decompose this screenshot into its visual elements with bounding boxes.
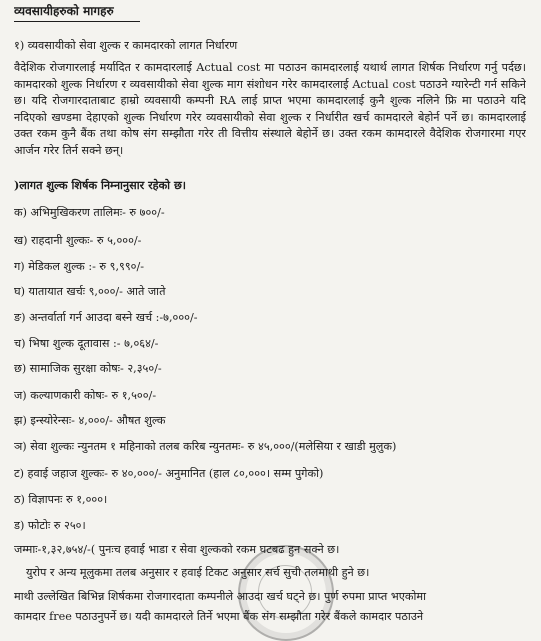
note-line-3: कामदार free पठाउनुपर्ने छ। यदी कामदारले तिर्ने भएमा बैंक संग सम्झौता गरेर बैंकले कामदार पठाउने <box>14 610 424 623</box>
section-1-paragraph: वैदेशिक रोजगारलाई मर्यादित र कामदारलाई Actual cost मा पठाउन कामदारलाई यथार्थ लागत शिर्षक निर्धारण गर्नु पर्दछ। कामदारको शुल्क निर्धारण र व्यवसायीको सेवा शुल्क माग संशोधन गरेर कामदारलाई Actual cost पठाउने ग्यारेन्टी गर्न सकिने छ। यदि रोजगारदाताबाट हाम्रो व्यवसायी कम्पनी RA लाई प्राप्त भएमा कामदारलाई कुनै शुल्क नलिने फ्रि मा पठाउने यदि नदिएको खण्डमा देहाएको शुल्क निर्धारण गरेर व्यवसायीको सेवा शुल्क र निर्धारीत खर्च कामदारले बेहोर्न पर्ने छ। कामदारलाई उक्त रकम कुनै बैंक तथा कोष संग सम्झौता गरेर ती वित्तीय संस्थाले बेहोर्ने छ। उक्त रकम कामदारले वैदेशिक रोजगारमा गएर आर्जन गरेर तिर्न सक्ने छन्। <box>14 61 526 157</box>
cost-item-chha: छ) सामाजिक सुरक्षा कोषः- २,३५०/- <box>14 362 162 375</box>
cost-item-nya: ञ) सेवा शुल्कः न्युनतम १ महिनाको तलब करिब न्युनतमः- रु ४५,०००/(मलेसिया र खाडी मुलुक) <box>14 440 397 453</box>
cost-heading: )लागत शुल्क शिर्षक निम्नानुसार रहेको छ। <box>14 178 187 192</box>
cost-item-gha: घ) यातायात खर्चः ९,०००/- आते जाते <box>14 285 166 298</box>
cost-item-cha: च) भिषा शुल्क दूतावास :- ७,०६४/- <box>14 337 159 350</box>
cost-item-ga: ग) मेडिकल शुल्क :- रु ९,९९०/- <box>14 260 145 273</box>
cost-item-ta: ट) हवाई जहाज शुल्कः- रु ४०,०००/- अनुमानित (हाल ८०,०००। सम्म पुगेको) <box>14 467 324 480</box>
document-title: व्यवसायीहरुको मागहरु <box>14 4 114 18</box>
cost-item-da: ड) फोटोः रु २५०। <box>14 519 86 532</box>
cost-item-jha: झ) इन्स्योरेन्सः- ४,०००/- औषत शुल्क <box>14 414 166 427</box>
cost-item-tha: ठ) विज्ञापनः रु १,०००। <box>14 493 108 506</box>
cost-item-ja: ज) कल्याणकारी कोषः- रु १,५००/- <box>14 389 157 402</box>
cost-item-nga: ङ) अन्तर्वार्ता गर्न आउदा बस्ने खर्च :-७,०००/- <box>14 311 198 324</box>
title-underline <box>14 21 140 22</box>
note-line-2: माथी उल्लेखित बिभिन्न शिर्षकमा रोजगारदाता कम्पनीले आउदा खर्च घट्ने छ। पुर्ण रुपमा प्राप्त भएकोमा <box>14 590 426 603</box>
official-stamp-seal <box>238 545 334 641</box>
total-line: जम्माः-१,३२,७५४/-( पुनःच हवाई भाडा र सेवा शुल्कको रकम घटबढ हुन सक्ने छ। <box>14 543 340 556</box>
section-1-heading: १) व्यवसायीको सेवा शुल्क र कामदारको लागत निर्धारण <box>14 39 238 52</box>
note-europe: युरोप र अन्य मूलुकमा तलब अनुसार र हवाई टिकट अनुसार सर्च सुची तलमाथी हुने छ। <box>26 566 370 579</box>
cost-item-ka: क) अभिमुखिकरण तालिमः- रु ७००/- <box>14 206 165 219</box>
cost-item-kha: ख) राहदानी शुल्कः- रु ५,०००/- <box>14 234 142 247</box>
